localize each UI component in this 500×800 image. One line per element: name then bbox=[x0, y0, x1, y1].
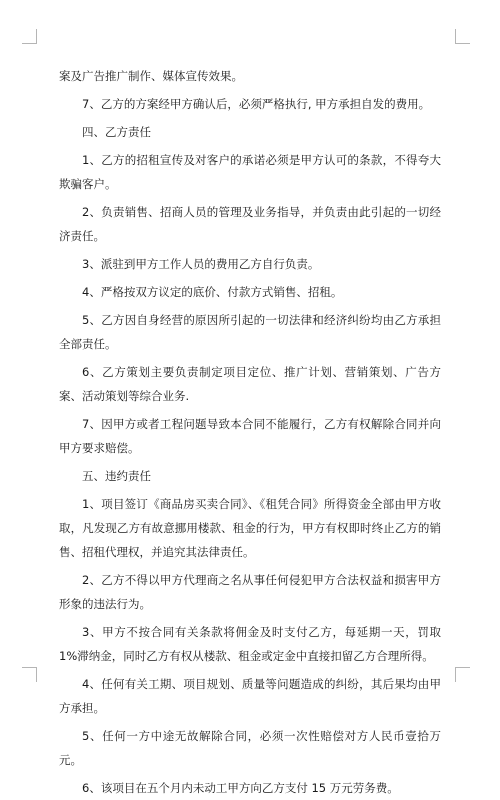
crop-mark-bottom-left bbox=[22, 667, 37, 682]
paragraph-continuation: 案及广告推广制作、媒体宣传效果。 bbox=[59, 69, 243, 83]
paragraph-breach-3: 3、甲方不按合同有关条款将佣金及时支付乙方，每延期一天，罚取 1%滞纳金，同时乙方有权从楼款、租金或定金中直接扣留乙方合理所得。 bbox=[59, 625, 441, 663]
paragraph-item-6: 6、乙方策划主要负责制定项目定位、推广计划、营销策划、广告方案、活动策划等综合业务. bbox=[59, 365, 441, 403]
paragraph-item-7b: 7、因甲方或者工程问题导致本合同不能履行，乙方有权解除合同并向甲方要求赔偿。 bbox=[59, 417, 441, 455]
crop-mark-top-right bbox=[455, 29, 470, 44]
document-body bbox=[59, 64, 441, 800]
paragraph-item-5: 5、乙方因自身经营的原因所引起的一切法律和经济纠纷均由乙方承担全部责任。 bbox=[59, 313, 441, 351]
paragraph-breach-6: 6、该项目在五个月内未动工甲方向乙方支付 15 万元劳务费。 bbox=[82, 781, 399, 795]
paragraph-breach-2: 2、乙方不得以甲方代理商之名从事任何侵犯甲方合法权益和损害甲方形象的违法行为。 bbox=[59, 573, 441, 611]
paragraph-item-1: 1、乙方的招租宣传及对客户的承诺必须是甲方认可的条款，不得夸大欺骗客户。 bbox=[59, 153, 441, 191]
crop-mark-bottom-right bbox=[455, 667, 470, 682]
paragraph-breach-1: 1、项目签订《商品房买卖合同》、《租凭合同》所得资金全部由甲方收取，凡发现乙方有故意挪用楼款、租金的行为，甲方有权即时终止乙方的销售、招租代理权，并追究其法律责任。 bbox=[59, 497, 441, 559]
section-heading-breach: 五、违约责任 bbox=[82, 469, 151, 483]
section-heading-responsibilities: 四、乙方责任 bbox=[82, 125, 151, 139]
paragraph-item-4: 4、严格按双方议定的底价、付款方式销售、招租。 bbox=[82, 285, 343, 299]
paragraph-item-3: 3、派驻到甲方工作人员的费用乙方自行负责。 bbox=[82, 257, 320, 271]
paragraph-item-7: 7、乙方的方案经甲方确认后，必须严格执行, 甲方承担自发的费用。 bbox=[82, 97, 431, 111]
paragraph-breach-4: 4、任何有关工期、项目规划、质量等问题造成的纠纷，其后果均由甲方承担。 bbox=[59, 677, 441, 715]
paragraph-item-2: 2、负责销售、招商人员的管理及业务指导，并负责由此引起的一切经济责任。 bbox=[59, 205, 441, 243]
paragraph-breach-5: 5、任何一方中途无故解除合同，必须一次性赔偿对方人民币壹拾万元。 bbox=[59, 729, 441, 767]
crop-mark-top-left bbox=[22, 29, 37, 44]
